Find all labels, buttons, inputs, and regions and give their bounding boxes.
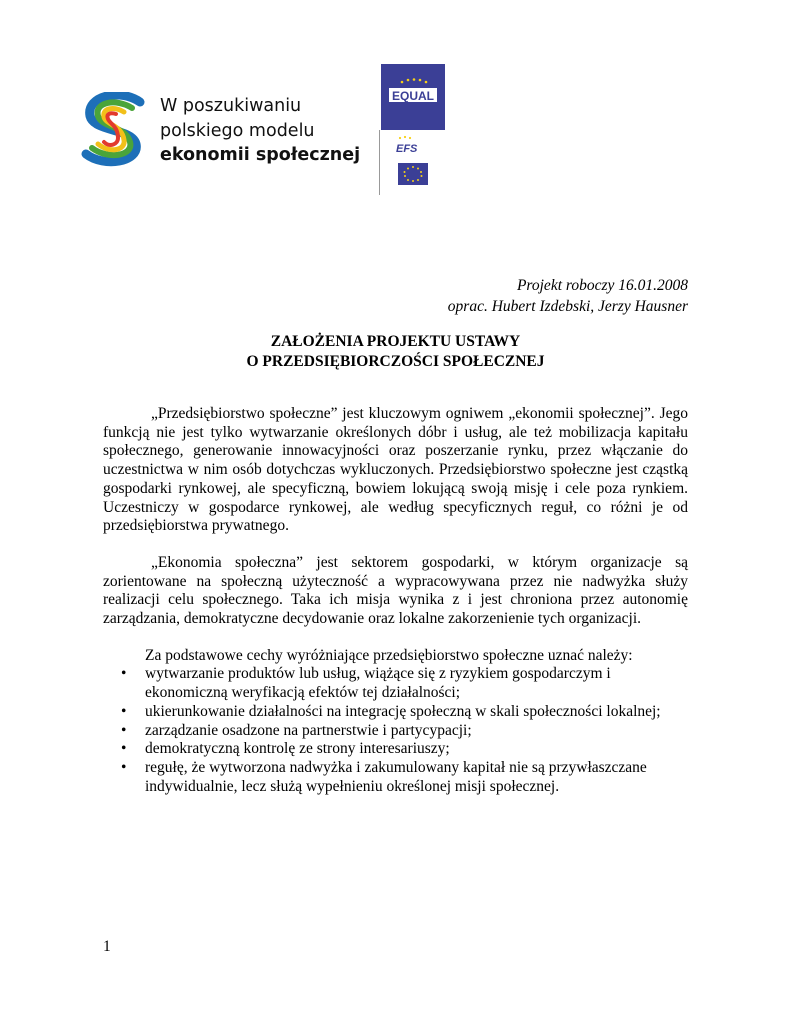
paragraph-social-economy: „Ekonomia społeczna” jest sektorem gospodarki, w którym organizacje są zorientowane na społeczną użyteczność a wypracowywana przez nie nadwyżka służy realizacji celu społecznego. Taka ich misja wynika z i jest chroniona przez autonomię zarządzania, demokratyczne decydowanie oraz lokalne zakorzenienie tych organizacji. [103, 553, 688, 628]
equal-logo-text: EQUAL [392, 89, 434, 103]
draft-date: Projekt roboczy 16.01.2008 [516, 277, 688, 294]
document-body [103, 405, 688, 796]
list-item [103, 759, 688, 796]
logo-divider [379, 130, 380, 195]
efs-eu-logo [390, 135, 440, 191]
equal-logo [381, 64, 445, 130]
list-item-text: zarządzanie osadzone na partnerstwie i partycypacji; [145, 721, 472, 739]
bullet-icon: • [121, 721, 127, 739]
logo-line-1: W poszukiwaniu [160, 96, 302, 116]
features-list [103, 665, 688, 796]
list-item [103, 722, 688, 741]
list-item [103, 703, 688, 722]
page-number: 1 [103, 938, 111, 955]
social-economy-logo-icon [80, 92, 148, 168]
list-item [103, 740, 688, 759]
bullet-icon: • [121, 665, 127, 683]
list-item-text: demokratyczną kontrolę ze strony interesariuszy; [145, 740, 450, 758]
title-line-2: O PRZEDSIĘBIORCZOŚCI SPOŁECZNEJ [246, 353, 545, 370]
bullet-icon: • [121, 702, 127, 720]
title-line-1: ZAŁOŻENIA PROJEKTU USTAWY [270, 333, 521, 350]
bullet-icon: • [121, 758, 127, 776]
document-title [100, 332, 691, 372]
logo-line-3: ekonomii społecznej [160, 145, 361, 165]
bullet-icon: • [121, 740, 127, 758]
list-item-text: ukierunkowanie działalności na integrację społeczną w skali społeczności lokalnej; [145, 702, 661, 720]
logo-line-2: polskiego modelu [160, 120, 315, 141]
list-intro: Za podstawowe cechy wyróżniające przedsiębiorstwo społeczne uznać należy: [145, 646, 633, 664]
authors: oprac. Hubert Izdebski, Jerzy Hausner [447, 298, 688, 315]
list-item-text: wytwarzanie produktów lub usług, wiążące się z ryzykiem gospodarczym i ekonomiczną weryfikacją efektów tej działalności; [145, 665, 611, 702]
efs-logo-text: EFS [396, 143, 418, 155]
logo-wordmark [160, 94, 360, 168]
paragraph-social-enterprise: „Przedsiębiorstwo społeczne” jest kluczowym ogniwem „ekonomii społecznej”. Jego funkcją nie jest tylko wytwarzanie określonych dóbr i usług, ale też mobilizacja kapitału społecznego, generowanie innowacyjności oraz poszerzanie rynku, przez włączanie do uczestnictwa w nim osób dotychczas wykluczonych. Przedsiębiorstwo społeczne jest cząstką gospodarki rynkowej, ale specyficzną, bowiem lokującą swoją misję i cele poza rynkiem. Uczestniczy w gospodarce rynkowej, ale według specyficznych reguł, co różni je od przedsiębiorstwa prywatnego. [103, 405, 688, 535]
document-meta [448, 275, 688, 317]
list-item [103, 665, 688, 702]
list-item-text: regułę, że wytworzona nadwyżka i zakumulowany kapitał nie są przywłaszczane indywidualnie, lecz służą wypełnieniu określonej misji społecznej. [145, 758, 647, 795]
